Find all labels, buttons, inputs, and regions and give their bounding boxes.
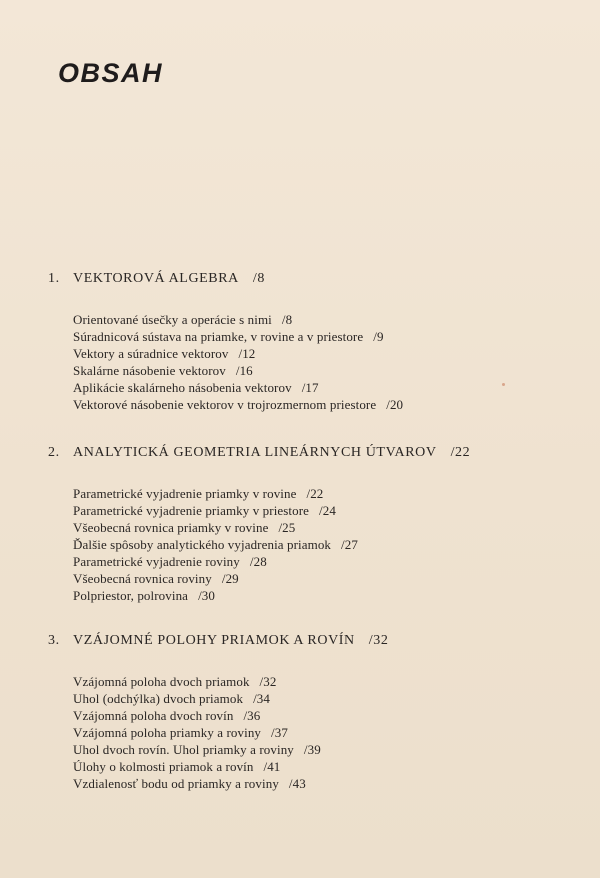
entry-page-ref: /39: [303, 742, 321, 757]
entry-title: Vektorové násobenie vektorov v trojrozmernom priestore: [73, 397, 377, 412]
paper-speck: [502, 383, 505, 386]
entry-title: Všeobecná rovnica priamky v rovine: [73, 520, 269, 535]
chapter-number: 1.: [48, 271, 60, 286]
entry-title: Vzájomná poloha dvoch priamok: [73, 674, 250, 689]
chapter-heading: [48, 445, 568, 461]
chapter-page-ref: /22: [450, 445, 471, 460]
entry-page-ref: /25: [278, 520, 296, 535]
toc-entry: [73, 775, 568, 792]
entry-title: Parametrické vyjadrenie priamky v rovine: [73, 486, 297, 501]
entry-page-ref: /12: [238, 346, 256, 361]
toc-entry: [73, 345, 568, 362]
toc-entry: [73, 553, 568, 570]
entry-page-ref: /36: [243, 708, 261, 723]
entry-title: Vzájomná poloha priamky a roviny: [73, 725, 262, 740]
entry-page-ref: /34: [253, 691, 270, 706]
entry-page-ref: /32: [259, 674, 277, 689]
entry-title: Všeobecná rovnica roviny: [73, 571, 212, 586]
chapter-title: VEKTOROVÁ ALGEBRA: [73, 271, 239, 286]
toc-entry: [73, 328, 568, 345]
entry-title: Orientované úsečky a operácie s nimi: [73, 312, 272, 327]
toc-entry: [73, 536, 568, 553]
entry-title: Súradnicová sústava na priamke, v rovine a v priestore: [73, 329, 364, 344]
toc-entry: [73, 485, 568, 502]
chapter-number: 2.: [48, 445, 60, 460]
entry-page-ref: /41: [263, 759, 281, 774]
chapter-2: [48, 445, 568, 604]
entry-page-ref: /9: [373, 329, 384, 344]
toc-entry: [73, 502, 568, 519]
toc-entry: [73, 690, 568, 707]
toc-entry: [73, 311, 568, 328]
toc-entry: [73, 396, 568, 413]
entry-title: Vektory a súradnice vektorov: [73, 346, 229, 361]
chapter-entries: [73, 311, 568, 413]
entry-page-ref: /22: [306, 486, 324, 501]
entry-page-ref: /29: [221, 571, 239, 586]
toc-entry: [73, 519, 568, 536]
entry-title: Polpriestor, polrovina: [73, 588, 189, 603]
toc-entry: [73, 741, 568, 758]
entry-title: Skalárne násobenie vektorov: [73, 363, 226, 378]
toc-entry: [73, 707, 568, 724]
toc-entry: [73, 587, 568, 604]
chapter-entries: [73, 673, 568, 792]
toc-entry: [73, 758, 568, 775]
chapter-title: ANALYTICKÁ GEOMETRIA LINEÁRNYCH ÚTVAROV: [73, 445, 437, 460]
page-title: OBSAH: [58, 58, 164, 88]
chapter-title: VZÁJOMNÉ POLOHY PRIAMOK A ROVÍN: [73, 633, 355, 648]
chapter-heading: [48, 633, 568, 649]
entry-title: Ďalšie spôsoby analytického vyjadrenia priamok: [73, 537, 332, 552]
entry-title: Uhol (odchýlka) dvoch priamok: [73, 691, 244, 706]
entry-page-ref: /37: [271, 725, 288, 740]
entry-page-ref: /17: [301, 380, 319, 395]
entry-page-ref: /24: [319, 503, 336, 518]
toc-entry: [73, 673, 568, 690]
entry-page-ref: /16: [235, 363, 253, 378]
entry-page-ref: /20: [386, 397, 404, 412]
toc-entry: [73, 362, 568, 379]
entry-title: Aplikácie skalárneho násobenia vektorov: [73, 380, 292, 395]
chapter-entries: [73, 485, 568, 604]
toc-entry: [73, 379, 568, 396]
chapter-heading: [48, 271, 568, 287]
entry-page-ref: /28: [249, 554, 267, 569]
entry-page-ref: /43: [288, 776, 306, 791]
chapter-3: [48, 633, 568, 792]
toc-entry: [73, 570, 568, 587]
chapter-page-ref: /8: [252, 271, 265, 286]
entry-title: Parametrické vyjadrenie priamky v priestore: [73, 503, 310, 518]
chapter-page-ref: /32: [368, 633, 389, 648]
toc-entry: [73, 724, 568, 741]
entry-page-ref: /30: [198, 588, 215, 603]
entry-title: Uhol dvoch rovín. Uhol priamky a roviny: [73, 742, 294, 757]
chapter-number: 3.: [48, 633, 60, 648]
entry-title: Parametrické vyjadrenie roviny: [73, 554, 240, 569]
entry-title: Vzájomná poloha dvoch rovín: [73, 708, 234, 723]
chapter-1: [48, 271, 568, 413]
entry-title: Úlohy o kolmosti priamok a rovín: [73, 759, 254, 774]
entry-page-ref: /8: [281, 312, 293, 327]
entry-page-ref: /27: [341, 537, 358, 552]
entry-title: Vzdialenosť bodu od priamky a roviny: [73, 776, 279, 791]
